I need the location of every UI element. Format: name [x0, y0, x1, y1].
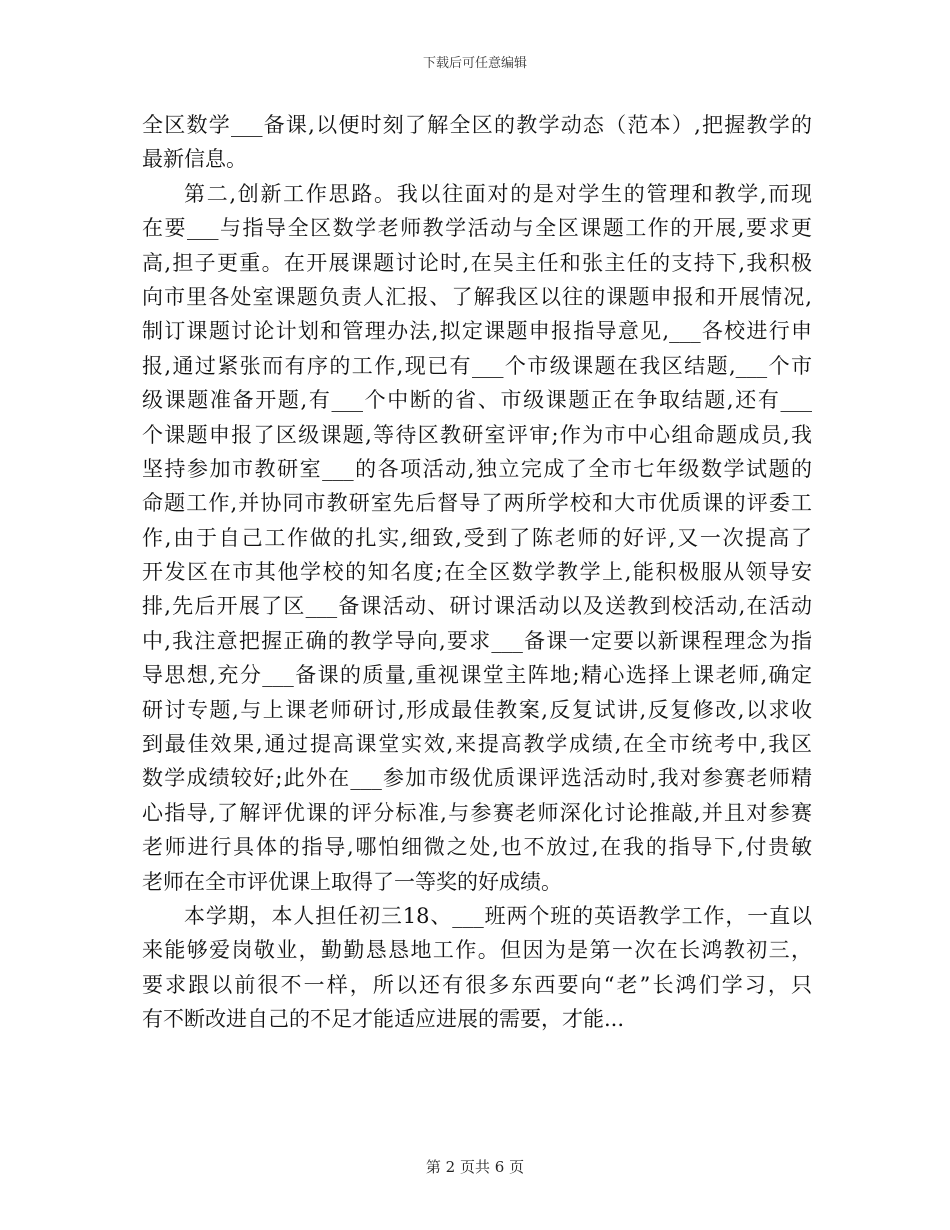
text-line: 作,由于自己工作做的扎实,细致,受到了陈老师的好评,又一次提高了 — [142, 525, 812, 550]
text-line: 命题工作,并协同市教研室先后督导了两所学校和大市优质课的评委工 — [142, 491, 812, 516]
text-line: 有不断改进自己的不足才能适应进展的需要，才能... — [142, 1007, 625, 1032]
text-line: 本学期，本人担任初三18、___班两个班的英语教学工作，一直以 — [184, 903, 812, 928]
text-line: 向市里各处室课题负责人汇报、了解我区以往的课题申报和开展情况, — [142, 284, 812, 309]
text-line: 到最佳效果,通过提高课堂实效,来提高教学成绩,在全市统考中,我区 — [142, 732, 812, 757]
text-line: 高,担子更重。在开展课题讨论时,在吴主任和张主任的支持下,我积极 — [142, 250, 812, 275]
text-line: 级课题准备开题,有___个中断的省、市级课题正在争取结题,还有___ — [142, 388, 812, 413]
text-line: 老师在全市评优课上取得了一等奖的好成绩。 — [142, 869, 562, 894]
text-line: 研讨专题,与上课老师研讨,形成最佳教案,反复试讲,反复修改,以求收 — [142, 697, 812, 722]
page-header: 下载后可任意编辑 — [422, 56, 527, 71]
text-line: 制订课题讨论计划和管理办法,拟定课题申报指导意见,___各校进行申 — [142, 319, 812, 344]
text-line: 中,我注意把握正确的教学导向,要求___备课一定要以新课程理念为指 — [142, 628, 812, 653]
text-line: 个课题申报了区级课题,等待区教研室评审;作为市中心组命题成员,我 — [142, 422, 812, 447]
paragraph — [142, 899, 812, 1037]
text-line: 排,先后开展了区___备课活动、研讨课活动以及送教到校活动,在活动 — [142, 594, 812, 619]
text-line: 老师进行具体的指导,哪怕细微之处,也不放过,在我的指导下,付贵敏 — [142, 835, 812, 860]
text-line: 心指导,了解评优课的评分标准,与参赛老师深化讨论推敲,并且对参赛 — [142, 800, 812, 825]
text-line: 第二,创新工作思路。我以往面对的是对学生的管理和教学,而现 — [184, 181, 812, 206]
document-body — [142, 108, 812, 1037]
page-number: 第 2 页共 6 页 — [425, 1158, 525, 1176]
text-line: 来能够爱岗敬业，勤勤恳恳地工作。但因为是第一次在长鸿教初三， — [142, 938, 812, 963]
text-line: 坚持参加市教研室___的各项活动,独立完成了全市七年级数学试题的 — [142, 456, 812, 481]
paragraph — [142, 177, 812, 899]
text-line: 要求跟以前很不一样，所以还有很多东西要向“老”长鸿们学习，只 — [142, 972, 812, 997]
text-line: 最新信息。 — [142, 147, 247, 172]
text-line: 数学成绩较好;此外在___参加市级优质课评选活动时,我对参赛老师精 — [142, 766, 812, 791]
text-line: 报,通过紧张而有序的工作,现已有___个市级课题在我区结题,___个市 — [142, 353, 812, 378]
text-line: 开发区在市其他学校的知名度;在全区数学教学上,能积极服从领导安 — [142, 560, 812, 585]
text-line: 导思想,充分___备课的质量,重视课堂主阵地;精心选择上课老师,确定 — [142, 663, 812, 688]
text-line: 全区数学___备课,以便时刻了解全区的教学动态（范本）,把握教学的 — [142, 113, 812, 137]
paragraph — [142, 108, 812, 177]
text-line: 在要___与指导全区数学老师教学活动与全区课题工作的开展,要求更 — [142, 216, 812, 241]
